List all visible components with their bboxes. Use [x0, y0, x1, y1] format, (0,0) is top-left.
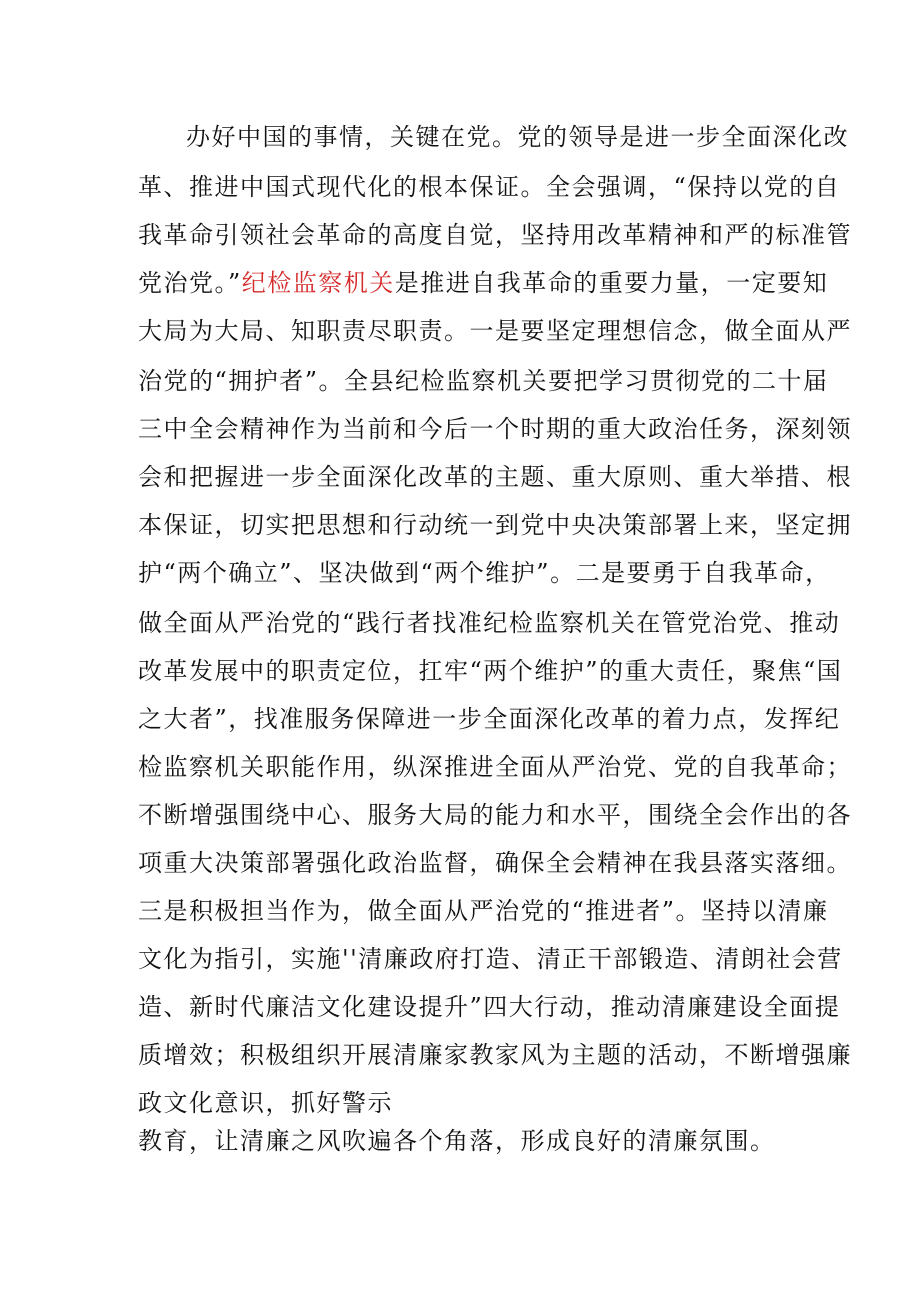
paragraph-line-17 [138, 894, 829, 928]
text-run: 检监察机关职能作用，纵深推进全面从严治党、党的自我革命； [138, 753, 852, 781]
text-run: 会和把握进一步全面深化改革的主题、重大原则、重大举措、根 [138, 463, 852, 491]
text-run: 党治党。” [138, 269, 242, 297]
text-run: 三中全会精神作为当前和今后一个时期的重大政治任务，深刻领 [138, 415, 852, 443]
text-run: 三是积极担当作为，做全面从严治党的“推进者”。坚持以清廉 [138, 897, 829, 925]
paragraph-line-1 [186, 120, 849, 154]
text-run: 办好中国的事情，关键在党。党的领导是进一步全面深化改 [186, 123, 849, 151]
paragraph-line-15 [138, 798, 852, 832]
text-run: 政文化意识，抓好警示 [138, 1089, 393, 1117]
text-run: 改革发展中的职责定位，扛牢“两个维护”的重大责任，聚焦“国 [138, 657, 843, 685]
text-run: 治党的“拥护者”。全县纪检监察机关要把学习贯彻党的二十届 [138, 367, 829, 395]
text-run: 我革命引领社会革命的高度自觉，坚持用改革精神和严的标准管 [138, 221, 852, 249]
paragraph-line-22 [138, 1124, 798, 1158]
paragraph-line-11 [138, 606, 841, 640]
text-run: 质增效；积极组织开展清廉家教家风为主题的活动，不断增强廉 [138, 1041, 852, 1069]
highlighted-term: 纪检监察机关 [241, 269, 395, 297]
text-run: 革、推进中国式现代化的根本保证。全会强调，“保持以党的自 [138, 173, 841, 201]
text-run: 之大者”，找准服务保障进一步全面深化改革的着力点，发挥纪 [138, 705, 841, 733]
text-run: 做全面从严治党的“践行者找准纪检监察机关在管党治党、推动 [138, 609, 841, 637]
paragraph-line-16 [138, 846, 852, 880]
text-run: 文化为指引，实施''清廉政府打造、清正干部锻造、清朗社会营 [138, 945, 843, 973]
text-run: 本保证，切实把思想和行动统一到党中央决策部署上来，坚定拥 [138, 511, 852, 539]
paragraph-line-14 [138, 750, 852, 784]
paragraph-line-6 [138, 364, 829, 398]
text-run: 护“两个确立”、坚决做到“两个维护”。二是要勇于自我革命， [138, 559, 831, 587]
paragraph-line-5 [138, 314, 852, 348]
paragraph-line-10 [138, 556, 831, 590]
text-run: 大局为大局、知职责尽职责。一是要坚定理想信念，做全面从严 [138, 317, 852, 345]
text-run: 项重大决策部署强化政治监督，确保全会精神在我县落实落细。 [138, 849, 852, 877]
paragraph-line-19 [138, 990, 841, 1024]
paragraph-line-21 [138, 1086, 798, 1120]
paragraph-line-3 [138, 218, 852, 252]
paragraph-line-13 [138, 702, 841, 736]
paragraph-line-4 [138, 266, 829, 300]
text-run: 是推进自我革命的重要力量，一定要知 [394, 269, 829, 297]
paragraph-line-2 [138, 170, 841, 204]
paragraph-line-18 [138, 942, 843, 976]
paragraph-line-9 [138, 508, 852, 542]
paragraph-line-12 [138, 654, 843, 688]
paragraph-line-20 [138, 1038, 852, 1072]
text-run: 不断增强围绕中心、服务大局的能力和水平，围绕全会作出的各 [138, 801, 852, 829]
text-run: 教育，让清廉之风吹遍各个角落，形成良好的清廉氛围。 [138, 1127, 776, 1155]
paragraph-line-8 [138, 460, 852, 494]
text-run: 造、新时代廉洁文化建设提升”四大行动，推动清廉建设全面提 [138, 993, 841, 1021]
paragraph-line-7 [138, 412, 852, 446]
